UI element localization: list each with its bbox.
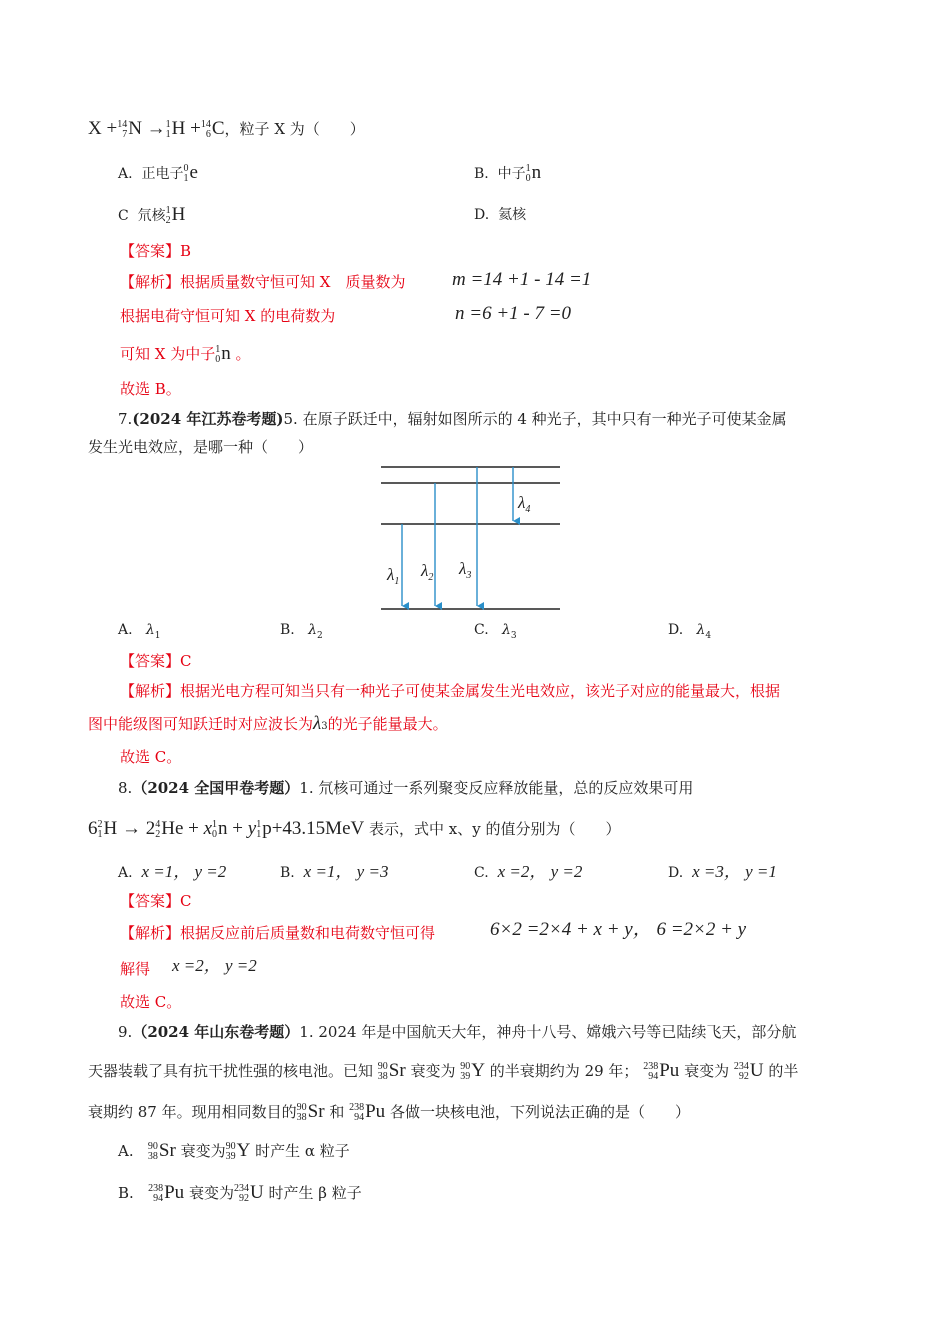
q6-conclusion: 故选 B。 (120, 380, 181, 398)
q8-conclusion: 故选 C。 (120, 993, 182, 1011)
q7-option-d[interactable]: D. $\lambda_4$ (668, 622, 712, 641)
q7-conclusion: 故选 C。 (120, 748, 182, 766)
q7-option-a[interactable]: A. $\lambda_1$ (118, 622, 161, 641)
q6-option-d[interactable]: D. 氦核 (474, 207, 527, 223)
q8-stem-line-1: 8.（2024 全国甲卷考题）1. 氘核可通过一系列聚变反应释放能量，总的反应效果可用 (118, 779, 694, 797)
q7-option-c[interactable]: C. $\lambda_3$ (474, 622, 517, 641)
q7-answer: 【答案】C (120, 652, 192, 670)
q8-stem-line-2: 6 2 1 H → 2 4 2 He + x 1 0 n + y 1 1 p+43.15MeV 表示，式中 x、y 的值分别为（ ） (88, 818, 621, 840)
label-lambda2: $\lambda_2$ (421, 561, 434, 583)
q7-analysis-1: 【解析】根据光电方程可知当只有一种光子可使某金属发生光电效应，该光子对应的能量最大，根据 (120, 682, 781, 700)
energy-level-diagram (375, 460, 575, 620)
q7-analysis-2: 图中能级图可知跃迁时对应波长为λ3的光子能量最大。 (88, 713, 448, 734)
q6-equation-tail: ，粒子 X 为（ ） (224, 120, 365, 138)
q8-option-a[interactable]: A. x =1， y =2 (118, 862, 227, 881)
q7-stem-line-1: 7.(2024 年江苏卷考题)5. 在原子跃迁中，辐射如图所示的 4 种光子，其中只有一种光子可使某金属 (118, 410, 787, 428)
q9-stem-line-3: 衰期约 87 年。现用相同数目的 90 38 Sr 和 238 94 Pu 各做一块核电池，下列说法正确的是（ ） (88, 1101, 690, 1123)
q9-stem-line-2: 天器装载了具有抗干扰性强的核电池。已知 90 38 Sr 衰变为 90 39 Y 的半衰期约为 29 年； 238 94 Pu 衰变为 234 92 U 的半 (88, 1060, 799, 1082)
q6-analysis-2: 根据电荷守恒可知 X 的电荷数为 (120, 307, 336, 325)
q6-equation: X + 14 7 N → 1 1 H + 14 6 C (88, 118, 225, 140)
q7-stem-line-2: 发生光电效应，是哪一种（ ） (88, 438, 314, 456)
label-lambda1: $\lambda_1$ (387, 565, 400, 587)
q6-option-c[interactable]: C 氘核 1 2 H (118, 204, 186, 226)
q6-analysis-1: 【解析】根据质量数守恒可知 X 质量数为 (120, 273, 406, 291)
q8-equation: 6 2 1 H → 2 4 2 He + x 1 0 n + y 1 1 p+43.15MeV (88, 818, 365, 840)
q6-analysis-1-eq: m =14 +1 - 14 =1 (452, 269, 592, 290)
q8-analysis-1-eq: 6×2 =2×4 + x + y， 6 =2×2 + y (490, 919, 747, 940)
q8-option-b[interactable]: B. x =1， y =3 (280, 862, 389, 881)
label-lambda3: $\lambda_3$ (459, 559, 472, 581)
q8-analysis-2: 解得 (120, 960, 151, 978)
q6-answer: 【答案】B (120, 242, 192, 260)
q7-option-b[interactable]: B. $\lambda_2$ (280, 622, 323, 641)
q6-analysis-2-eq: n =6 +1 - 7 =0 (455, 303, 572, 324)
q6-option-b[interactable]: B. 中子 1 0 n (474, 162, 542, 184)
q9-stem-line-1: 9.（2024 年山东卷考题）1. 2024 年是中国航天大年，神舟十八号、嫦娥六号等已陆续飞天，部分航 (118, 1023, 797, 1041)
q6-analysis-3: 可知 X 为中子 1 0 n 。 (120, 343, 251, 365)
q6-equation-line (88, 118, 365, 140)
q8-analysis-2-eq: x =2， y =2 (172, 956, 257, 975)
label-lambda4: $\lambda_4$ (518, 493, 531, 515)
q8-answer: 【答案】C (120, 892, 192, 910)
q9-option-b[interactable]: B. 238 94 Pu 衰变为 234 92 U 时产生 β 粒子 (118, 1182, 362, 1204)
q8-option-c[interactable]: C. x =2， y =2 (474, 862, 583, 881)
q9-option-a[interactable]: A. 90 38 Sr 衰变为 90 39 Y 时产生 α 粒子 (118, 1140, 350, 1162)
q8-option-d[interactable]: D. x =3， y =1 (668, 862, 777, 881)
q8-analysis-1: 【解析】根据反应前后质量数和电荷数守恒可得 (120, 924, 436, 942)
q6-option-a[interactable]: A. 正电子 0 1 e (118, 162, 198, 184)
